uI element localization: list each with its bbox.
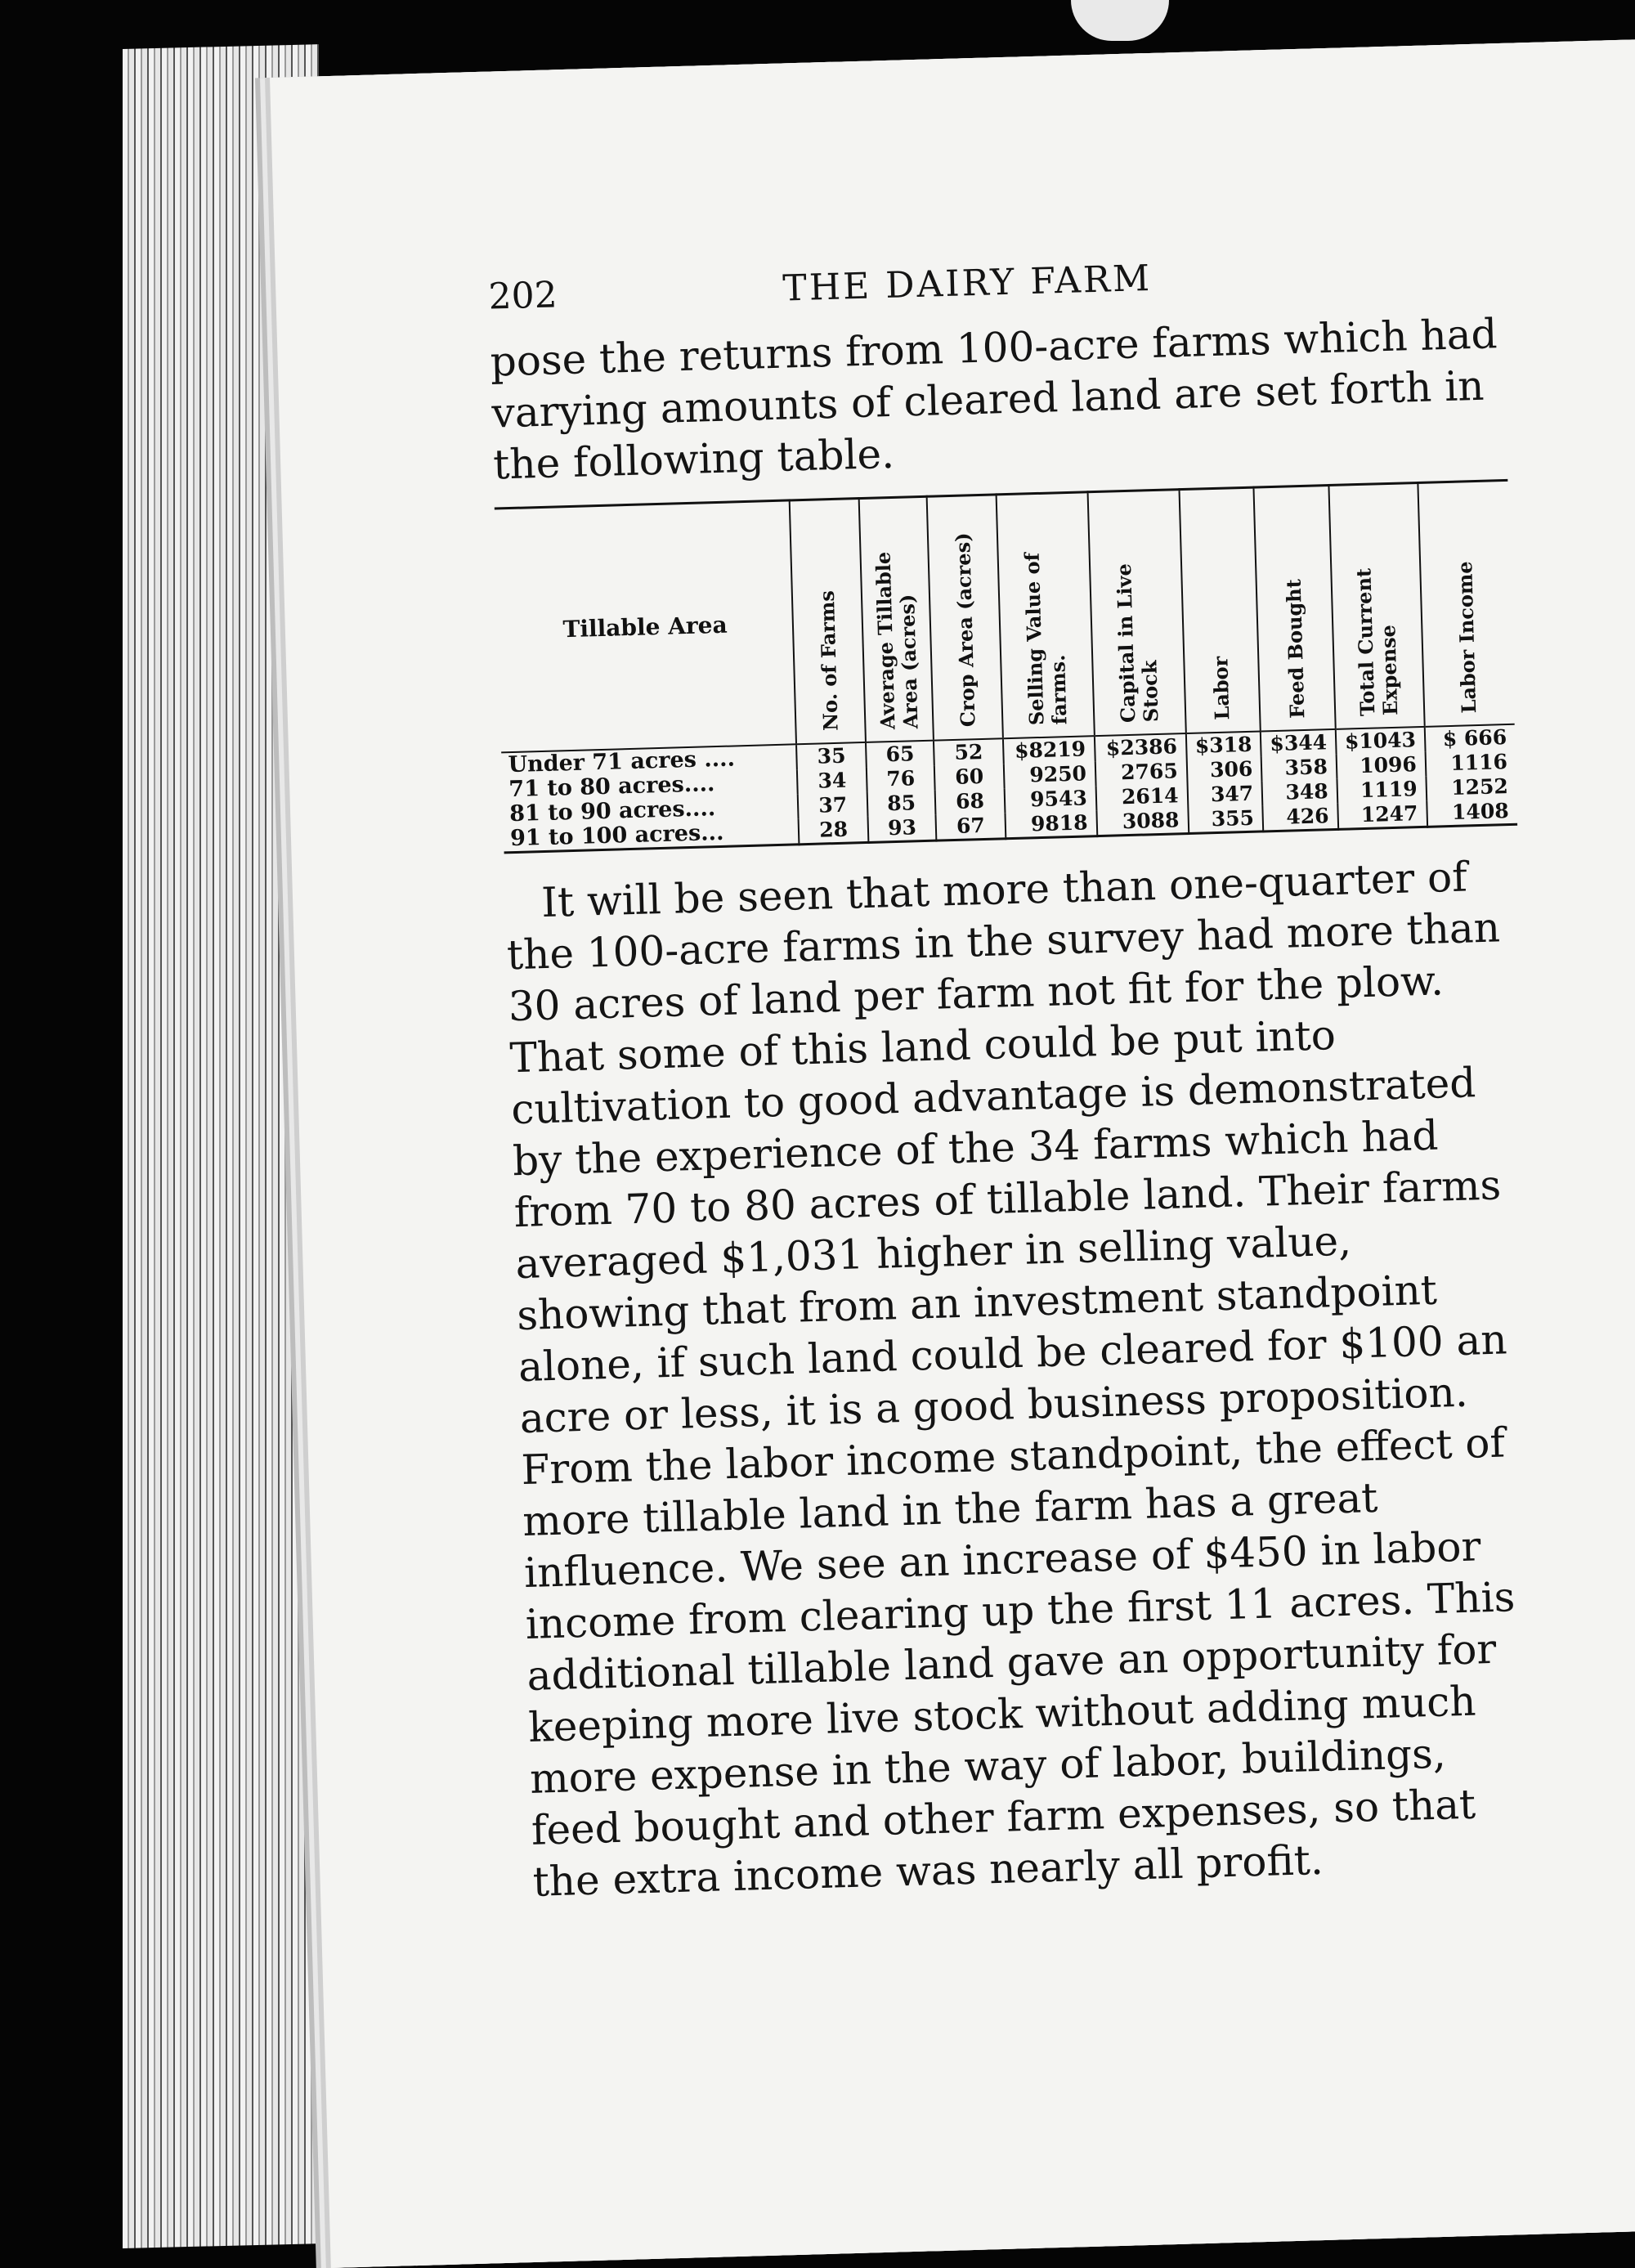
book-page xyxy=(270,39,1635,2268)
intro-paragraph: pose the returns from 100-acre farms which had varying amounts of cleared land are set forth in the following table. xyxy=(490,310,1498,489)
col-header-label: Labor Income xyxy=(1453,560,1481,714)
cell-crop: 68 xyxy=(935,788,1006,814)
cell-expense: $1043 xyxy=(1336,727,1426,755)
cell-labor: 306 xyxy=(1186,756,1261,783)
cell-expense: 1247 xyxy=(1337,801,1427,830)
cell-capital: 3088 xyxy=(1096,808,1189,836)
cell-feed: 358 xyxy=(1261,755,1337,782)
tillable-area-table xyxy=(495,479,1517,854)
cell-capital: 2765 xyxy=(1095,759,1188,786)
cell-value: 9543 xyxy=(1005,786,1097,813)
col-header-label: Capital in Live Stock xyxy=(1111,563,1163,724)
cell-income: $ 666 xyxy=(1425,724,1516,752)
page-content xyxy=(488,248,1547,1908)
cell-expense: 1096 xyxy=(1336,752,1426,779)
col-header-farms xyxy=(790,499,866,745)
col-header-label: Labor xyxy=(1208,656,1234,721)
cell-income: 1116 xyxy=(1425,750,1516,777)
cell-crop: 67 xyxy=(936,813,1006,840)
cell-farms: 28 xyxy=(799,817,869,845)
cell-crop: 60 xyxy=(934,764,1005,790)
cell-tillable: 65 xyxy=(866,741,934,768)
cell-farms: 34 xyxy=(797,768,867,794)
cell-labor: 347 xyxy=(1187,781,1262,808)
col-header-feed xyxy=(1254,486,1336,732)
cell-labor: 355 xyxy=(1188,805,1263,833)
col-header-value xyxy=(996,492,1094,739)
col-header-label: Total Current Expense xyxy=(1351,567,1403,717)
stub-header: Tillable Area xyxy=(495,500,796,752)
cell-tillable: 85 xyxy=(867,791,936,817)
col-header-income xyxy=(1418,480,1514,726)
col-header-labor xyxy=(1179,487,1261,733)
cell-feed: 426 xyxy=(1263,804,1338,831)
cell-labor: $318 xyxy=(1185,731,1261,759)
cell-feed: $344 xyxy=(1261,729,1336,757)
page-number: 202 xyxy=(487,274,558,318)
cell-income: 1252 xyxy=(1426,774,1516,801)
cell-tillable: 76 xyxy=(867,766,935,792)
row-label: 81 to 90 acres.... xyxy=(508,796,716,827)
col-header-label: Average Tillable Area (acres) xyxy=(871,551,923,730)
cell-income: 1408 xyxy=(1427,799,1517,827)
table-header-row xyxy=(495,480,1515,752)
col-header-capital xyxy=(1087,490,1185,737)
row-label: Under 71 acres .... xyxy=(508,746,736,778)
col-header-label: Selling Value of farms. xyxy=(1019,552,1072,726)
cell-feed: 348 xyxy=(1262,779,1337,806)
col-header-expense xyxy=(1328,482,1424,728)
row-label: 71 to 80 acres.... xyxy=(508,771,715,803)
cell-crop: 52 xyxy=(934,738,1004,765)
col-header-label: Feed Bought xyxy=(1281,578,1310,719)
cell-expense: 1119 xyxy=(1337,777,1427,804)
cell-value: $8219 xyxy=(1003,736,1095,764)
torn-paper-fragment xyxy=(1071,0,1169,41)
col-header-crop xyxy=(927,495,1003,741)
cell-value: 9818 xyxy=(1005,810,1097,839)
cell-farms: 37 xyxy=(798,792,868,818)
cell-value: 9250 xyxy=(1004,761,1096,788)
cell-capital: 2614 xyxy=(1095,783,1188,810)
body-paragraph: It will be seen that more than one-quarter of the 100-acre farms in the survey had more than 30 acres of land per farm not fit for the plow. That some of this land could be put into cultivation to good advantage is demonstrated by the experience of the 34 farms which had from 70 to 80 acres of tillable land. Their farms averaged $1,031 higher in selling value, showing that from an investment standpoint alone, if such land could be cleared for $100 an acre or less, it is a good business proposition. From the labor income standpoint, the effect of more tillable land in the farm has a great influence. We see an increase of $450 in labor income from clearing up the first 11 acres. This additional tillable land gave an opportunity for keeping more live stock without adding much more expense in the way of labor, buildings, feed bought and other farm expenses, so that the extra income was nearly all profit. xyxy=(506,853,1516,1906)
running-title: THE DAIRY FARM xyxy=(782,257,1153,310)
cell-capital: $2386 xyxy=(1095,733,1187,761)
col-header-label: Crop Area (acres) xyxy=(950,532,980,728)
col-header-tillable xyxy=(859,496,934,742)
cell-farms: 35 xyxy=(796,742,867,769)
cell-tillable: 93 xyxy=(868,815,937,843)
row-label: 91 to 100 acres... xyxy=(509,819,724,852)
col-header-label: No. of Farms xyxy=(814,590,843,732)
